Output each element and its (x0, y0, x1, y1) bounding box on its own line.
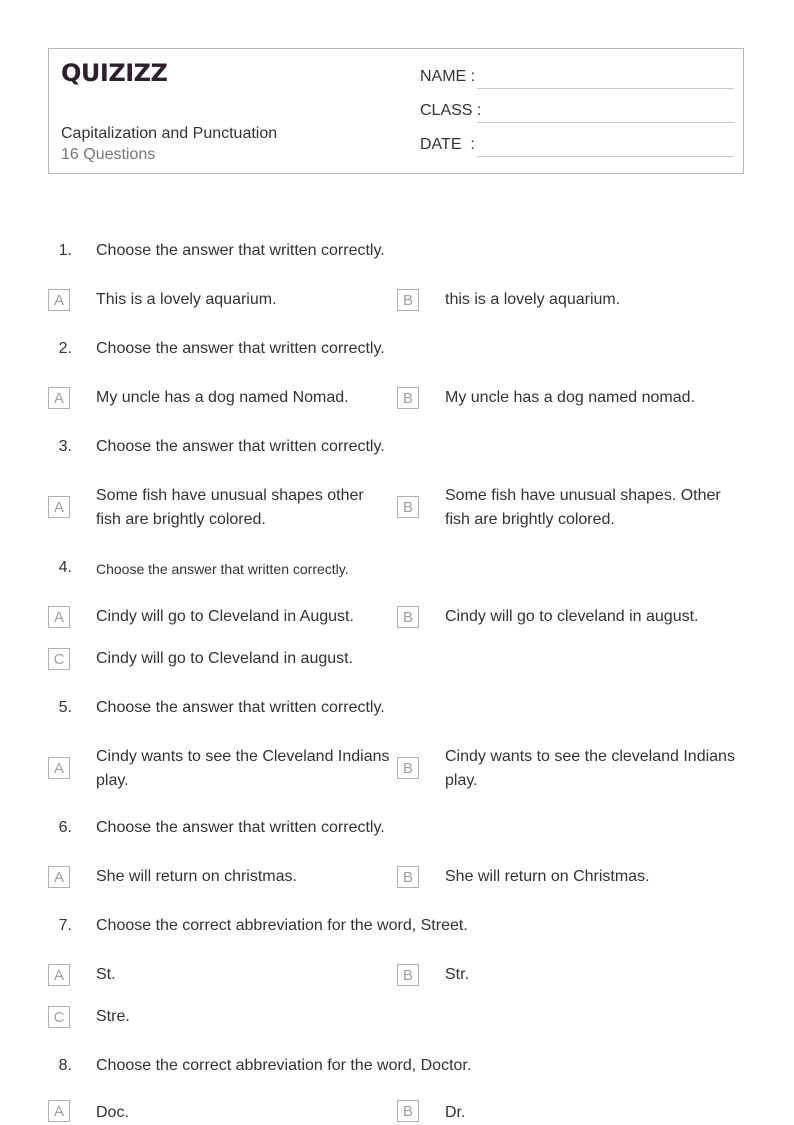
name-label: NAME : (420, 68, 476, 85)
question-text: Choose the answer that written correctly. (96, 340, 385, 357)
name-field[interactable] (420, 68, 734, 90)
option-text: She will return on Christmas. (445, 868, 650, 885)
option-letter-box[interactable]: A (48, 964, 70, 986)
question-count: 16 Questions (61, 146, 156, 163)
option-letter-box[interactable]: A (48, 757, 70, 779)
option-text: Cindy will go to Cleveland in august. (96, 650, 354, 667)
class-label: CLASS : (420, 102, 482, 119)
option-letter-box[interactable]: B (397, 866, 419, 888)
option-text: My uncle has a dog named nomad. (445, 389, 695, 406)
question-number: 2. (58, 340, 72, 357)
option-letter-box[interactable]: B (397, 964, 419, 986)
option-text: Cindy wants to see the Cleveland Indians play. (96, 748, 390, 789)
question-number: 5. (58, 699, 72, 716)
option-text: Cindy will go to cleveland in august. (445, 608, 699, 625)
option-text: She will return on christmas. (96, 868, 297, 885)
option-letter-box[interactable]: B (397, 496, 419, 518)
question-number: 6. (58, 819, 72, 836)
option-letter-box[interactable]: B (397, 606, 419, 628)
question-text: Choose the answer that written correctly. (96, 242, 385, 259)
option-letter-box[interactable]: A (48, 1100, 70, 1122)
option-letter-box[interactable]: A (48, 387, 70, 409)
option-text: Cindy wants to see the cleveland Indians play. (445, 748, 735, 789)
question-number: 3. (58, 438, 72, 455)
question-text: Choose the answer that written correctly. (96, 819, 385, 836)
class-field[interactable] (420, 102, 734, 124)
option-letter-box[interactable]: A (48, 289, 70, 311)
question-text: Choose the answer that written correctly. (96, 561, 349, 577)
option-text: Some fish have unusual shapes other fish are brightly colored. (96, 487, 364, 528)
option-text: My uncle has a dog named Nomad. (96, 389, 349, 406)
question-text: Choose the answer that written correctly. (96, 438, 385, 455)
option-letter-box[interactable]: C (48, 1006, 70, 1028)
question-text: Choose the answer that written correctly. (96, 699, 385, 716)
quizizz-logo: QUIZIZZ (61, 59, 168, 87)
option-letter-box[interactable]: B (397, 1100, 419, 1122)
option-text: Some fish have unusual shapes. Other fish are brightly colored. (445, 487, 721, 528)
date-label: DATE : (420, 136, 475, 153)
name-line[interactable] (477, 88, 734, 89)
question-number: 7. (58, 917, 72, 934)
option-letter-box[interactable]: A (48, 866, 70, 888)
option-letter-box[interactable]: A (48, 496, 70, 518)
option-letter-box[interactable]: B (397, 757, 419, 779)
date-line[interactable] (477, 156, 734, 157)
option-text: Stre. (96, 1008, 130, 1025)
question-text: Choose the correct abbreviation for the word, Street. (96, 917, 468, 934)
option-text: Doc. (96, 1104, 129, 1121)
date-field[interactable] (420, 136, 734, 158)
question-number: 4. (58, 559, 72, 576)
option-text: This is a lovely aquarium. (96, 291, 277, 308)
question-number: 8. (58, 1057, 72, 1074)
option-letter-box[interactable]: B (397, 387, 419, 409)
question-number: 1. (58, 242, 72, 259)
worksheet-title: Capitalization and Punctuation (61, 125, 278, 142)
question-text: Choose the correct abbreviation for the word, Doctor. (96, 1057, 472, 1074)
worksheet-header (48, 48, 744, 174)
option-text: Dr. (445, 1104, 466, 1121)
class-line[interactable] (477, 122, 734, 123)
option-letter-box[interactable]: B (397, 289, 419, 311)
option-text: Cindy will go to Cleveland in August. (96, 608, 354, 625)
option-text: St. (96, 966, 116, 983)
option-text: this is a lovely aquarium. (445, 291, 621, 308)
option-letter-box[interactable]: A (48, 606, 70, 628)
option-letter-box[interactable]: C (48, 648, 70, 670)
option-text: Str. (445, 966, 470, 983)
